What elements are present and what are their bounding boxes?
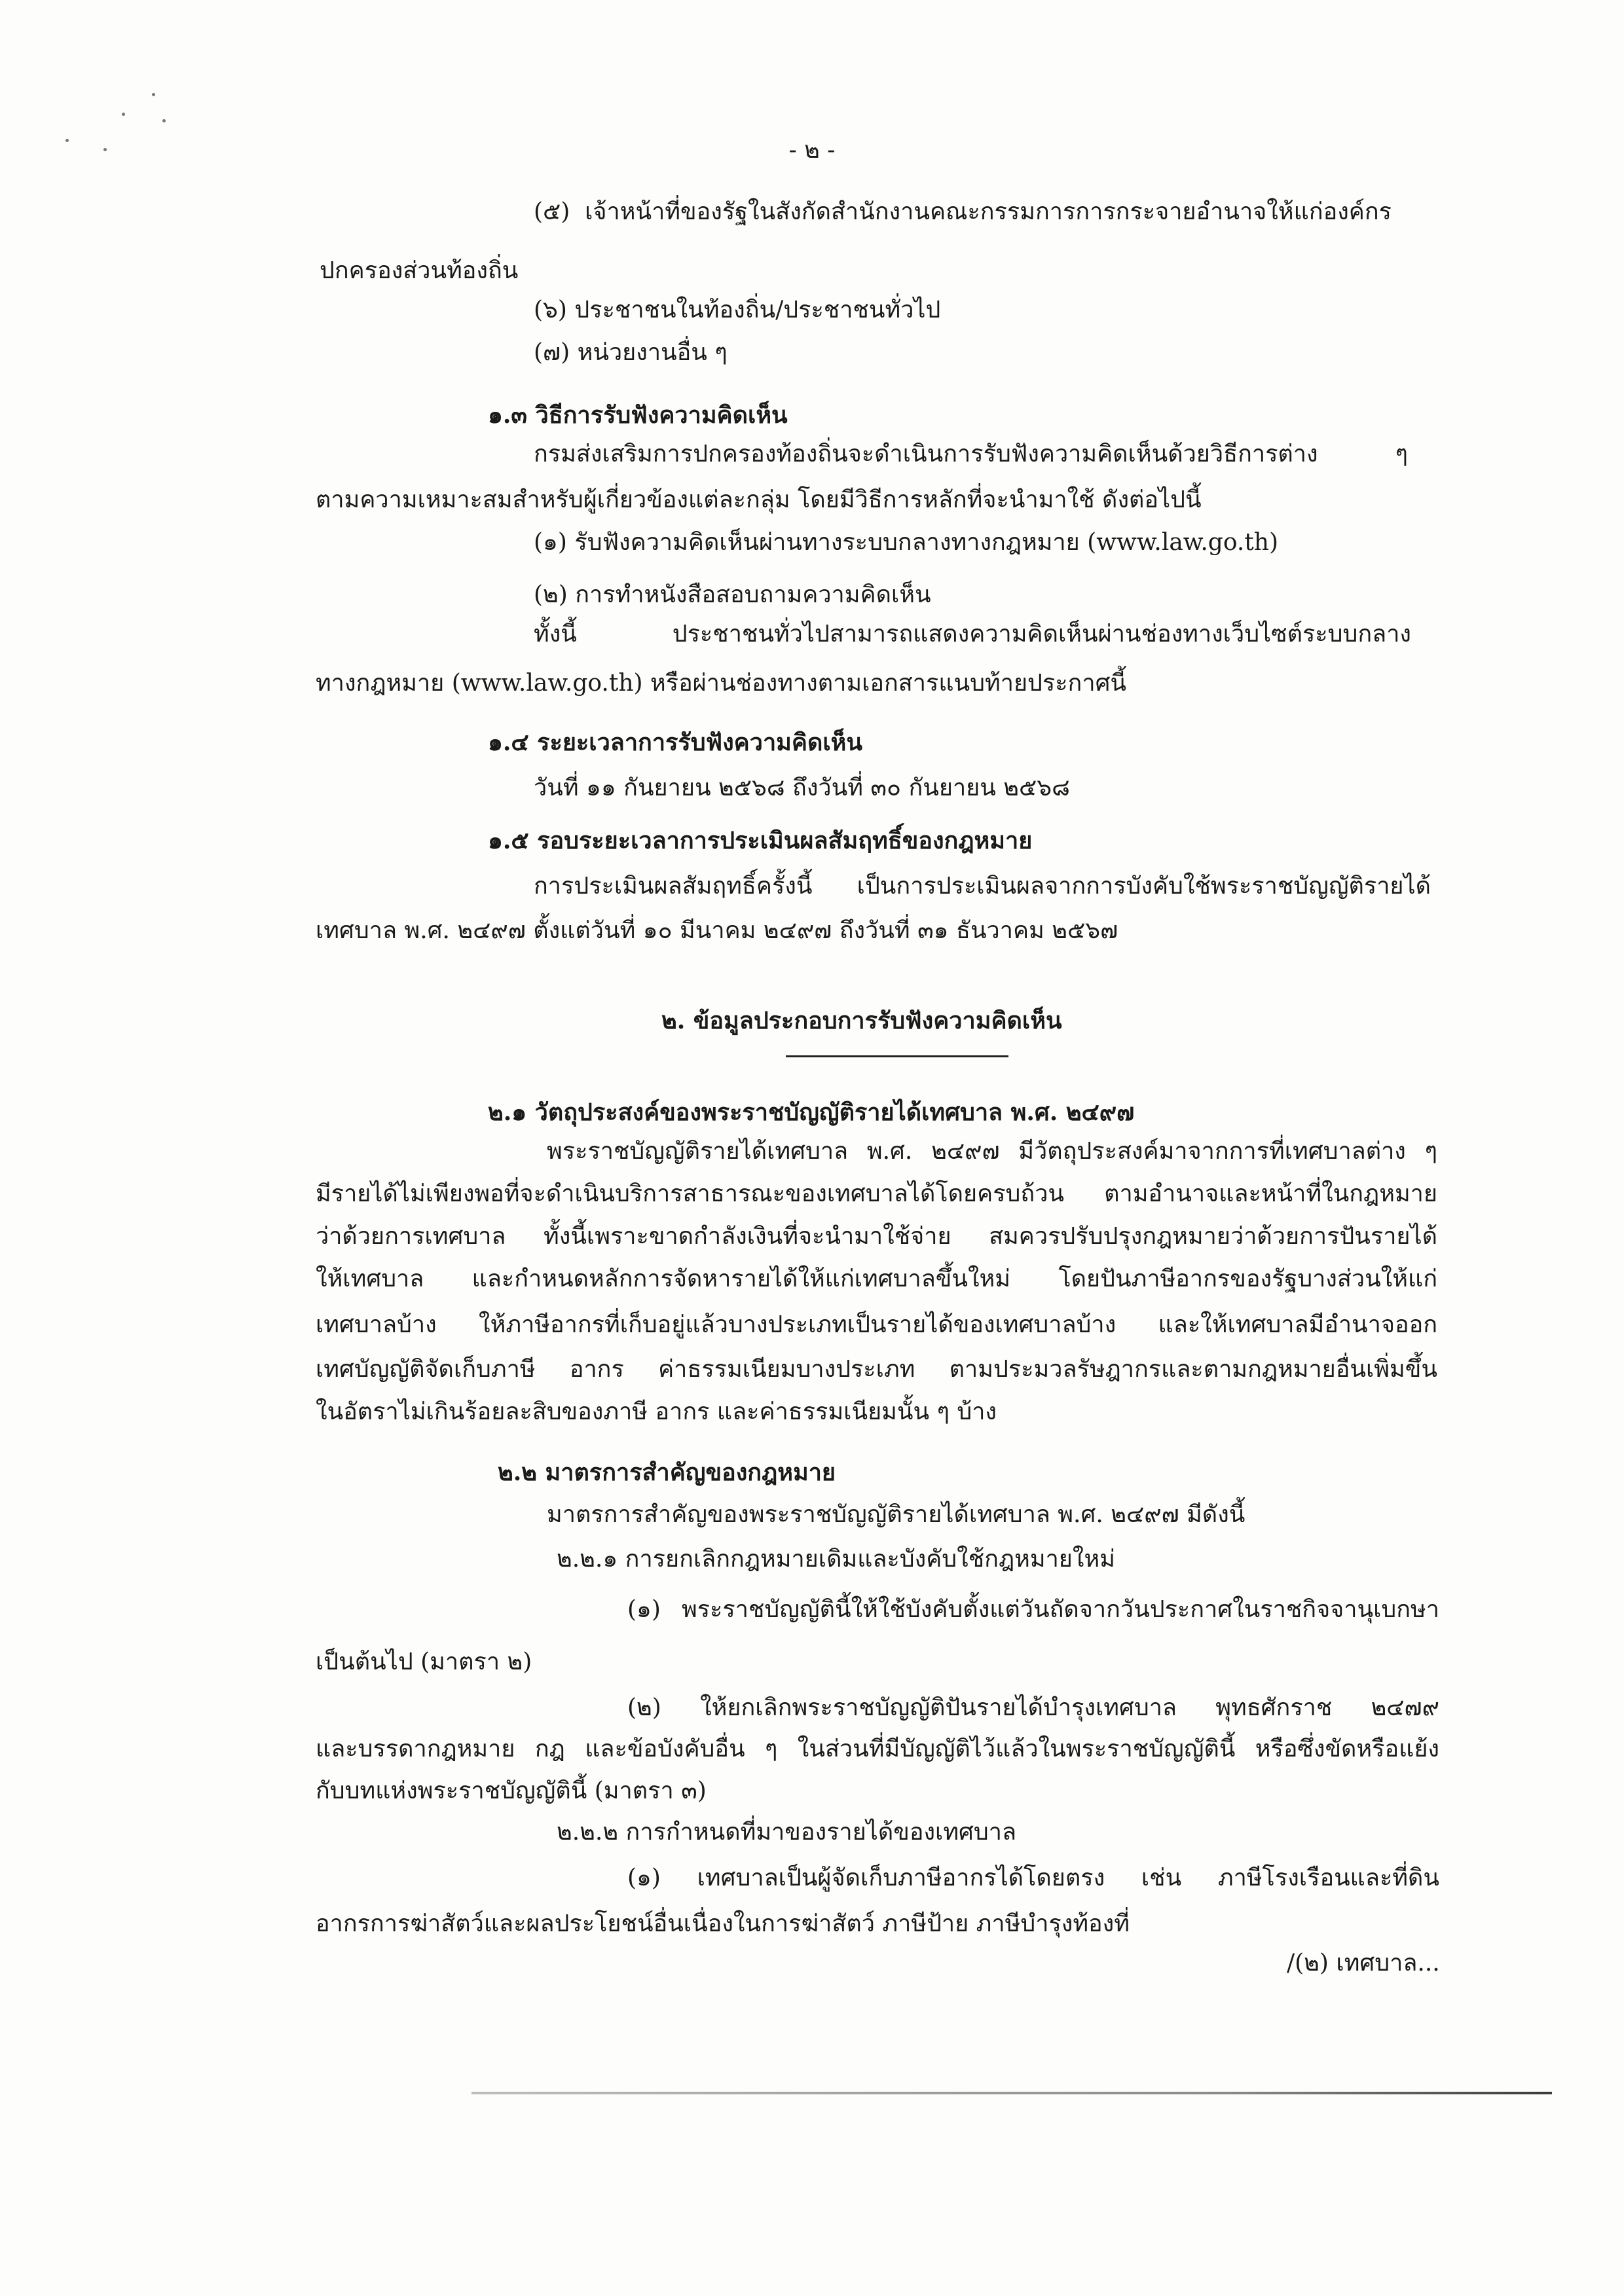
section-heading: ๒.๒ มาตรการสำคัญของกฎหมาย bbox=[498, 1459, 836, 1486]
body-line: กับบทแห่งพระราชบัญญัตินี้ (มาตรา ๓) bbox=[316, 1777, 707, 1804]
body-line: ทางกฎหมาย (www.law.go.th) หรือผ่านช่องทางตามเอกสารแนบท้ายประกาศนี้ bbox=[316, 670, 1127, 697]
body-line: มีรายได้ไม่เพียงพอที่จะดำเนินบริการสาธารณะของเทศบาลได้โดยครบถ้วน ตามอำนาจและหน้าที่ในกฎหมาย bbox=[316, 1180, 1437, 1207]
list-item: (๒) การทำหนังสือสอบถามความคิดเห็น bbox=[534, 581, 931, 608]
scan-speck bbox=[162, 119, 166, 122]
subsection-heading: ๒.๒.๒ การกำหนดที่มาของรายได้ของเทศบาล bbox=[557, 1819, 1017, 1846]
section-heading: ๑.๕ รอบระยะเวลาการประเมินผลสัมฤทธิ์ของกฎหมาย bbox=[488, 827, 1033, 854]
section-heading: ๑.๓ วิธีการรับฟังความคิดเห็น bbox=[488, 401, 788, 429]
body-line: (๕) เจ้าหน้าที่ของรัฐในสังกัดสำนักงานคณะกรรมการการกระจายอำนาจให้แก่องค์กร bbox=[534, 198, 1392, 225]
heading-underline bbox=[786, 1055, 1008, 1057]
body-line: กรมส่งเสริมการปกครองท้องถิ่นจะดำเนินการรับฟังความคิดเห็นด้วยวิธีการต่าง ๆ bbox=[534, 441, 1408, 467]
list-item: (๖) ประชาชนในท้องถิ่น/ประชาชนทั่วไป bbox=[534, 297, 941, 323]
body-line: เทศบัญญัติจัดเก็บภาษี อากร ค่าธรรมเนียมบางประเภท ตามประมวลรัษฎากรและตามกฎหมายอื่นเพิ่มขึ้น bbox=[316, 1356, 1437, 1383]
list-item: (๑) รับฟังความคิดเห็นผ่านทางระบบกลางทางกฎหมาย (www.law.go.th) bbox=[534, 529, 1279, 556]
list-item: (๗) หน่วยงานอื่น ๆ bbox=[534, 339, 728, 366]
scan-speck bbox=[103, 148, 107, 151]
body-line: ตามความเหมาะสมสำหรับผู้เกี่ยวข้องแต่ละกลุ่ม โดยมีวิธีการหลักที่จะนำมาใช้ ดังต่อไปนี้ bbox=[316, 486, 1202, 513]
body-line: ในอัตราไม่เกินร้อยละสิบของภาษี อากร และค่าธรรมเนียมนั้น ๆ บ้าง bbox=[316, 1398, 997, 1425]
body-line: เป็นต้นไป (มาตรา ๒) bbox=[316, 1649, 532, 1675]
scan-speck bbox=[152, 93, 155, 96]
section-heading: ๑.๔ ระยะเวลาการรับฟังความคิดเห็น bbox=[488, 729, 863, 756]
body-line: (๑) เทศบาลเป็นผู้จัดเก็บภาษีอากรได้โดยตรง เช่น ภาษีโรงเรือนและที่ดิน bbox=[627, 1865, 1439, 1891]
body-line: ปกครองส่วนท้องถิ่น bbox=[320, 257, 519, 284]
body-line: ให้เทศบาล และกำหนดหลักการจัดหารายได้ให้แก่เทศบาลขึ้นใหม่ โดยปันภาษีอากรของรัฐบางส่วนให้แก่ bbox=[316, 1266, 1437, 1292]
body-line: และบรรดากฎหมาย กฎ และข้อบังคับอื่น ๆ ในส่วนที่มีบัญญัติไว้แล้วในพระราชบัญญัตินี้ หรือซึ่งขัดหรือแย้ง bbox=[316, 1736, 1439, 1762]
footer-rule bbox=[471, 2092, 1552, 2094]
body-line: (๒) ให้ยกเลิกพระราชบัญญัติปันรายได้บำรุงเทศบาล พุทธศักราช ๒๔๗๙ bbox=[627, 1694, 1439, 1721]
body-line: (๑) พระราชบัญญัตินี้ให้ใช้บังคับตั้งแต่วันถัดจากวันประกาศในราชกิจจานุเบกษา bbox=[627, 1596, 1439, 1623]
body-line: พระราชบัญญัติรายได้เทศบาล พ.ศ. ๒๔๙๗ มีวัตถุประสงค์มาจากการที่เทศบาลต่าง ๆ bbox=[547, 1138, 1437, 1165]
body-line: การประเมินผลสัมฤทธิ์ครั้งนี้ เป็นการประเมินผลจากการบังคับใช้พระราชบัญญัติรายได้ bbox=[534, 873, 1431, 900]
body-line: เทศบาล พ.ศ. ๒๔๙๗ ตั้งแต่วันที่ ๑๐ มีนาคม ๒๔๙๗ ถึงวันที่ ๓๑ ธันวาคม ๒๕๖๗ bbox=[316, 917, 1118, 944]
body-line: ว่าด้วยการเทศบาล ทั้งนี้เพราะขาดกำลังเงินที่จะนำมาใช้จ่าย สมควรปรับปรุงกฎหมายว่าด้วยการปันรายได้ bbox=[316, 1223, 1437, 1250]
continuation-marker: /(๒) เทศบาล... bbox=[1287, 1950, 1440, 1977]
body-line: เทศบาลบ้าง ให้ภาษีอากรที่เก็บอยู่แล้วบางประเภทเป็นรายได้ของเทศบาลบ้าง และให้เทศบาลมีอำนาจออก bbox=[316, 1311, 1437, 1338]
scan-speck bbox=[122, 113, 125, 116]
page-number: - ๒ - bbox=[788, 137, 836, 164]
chapter-heading: ๒. ข้อมูลประกอบการรับฟังความคิดเห็น bbox=[661, 1007, 1062, 1034]
body-line: วันที่ ๑๑ กันยายน ๒๕๖๘ ถึงวันที่ ๓๐ กันยายน ๒๕๖๘ bbox=[534, 774, 1070, 801]
body-line: อากรการฆ่าสัตว์และผลประโยชน์อื่นเนื่องในการฆ่าสัตว์ ภาษีป้าย ภาษีบำรุงท้องที่ bbox=[316, 1910, 1130, 1937]
body-line: มาตรการสำคัญของพระราชบัญญัติรายได้เทศบาล พ.ศ. ๒๔๙๗ มีดังนี้ bbox=[547, 1501, 1246, 1528]
subsection-heading: ๒.๒.๑ การยกเลิกกฎหมายเดิมและบังคับใช้กฎหมายใหม่ bbox=[557, 1546, 1115, 1573]
scan-speck bbox=[65, 139, 69, 142]
body-line: ทั้งนี้ ประชาชนทั่วไปสามารถแสดงความคิดเห็นผ่านช่องทางเว็บไซต์ระบบกลาง bbox=[534, 621, 1411, 647]
section-heading: ๒.๑ วัตถุประสงค์ของพระราชบัญญัติรายได้เทศบาล พ.ศ. ๒๔๙๗ bbox=[488, 1099, 1135, 1126]
